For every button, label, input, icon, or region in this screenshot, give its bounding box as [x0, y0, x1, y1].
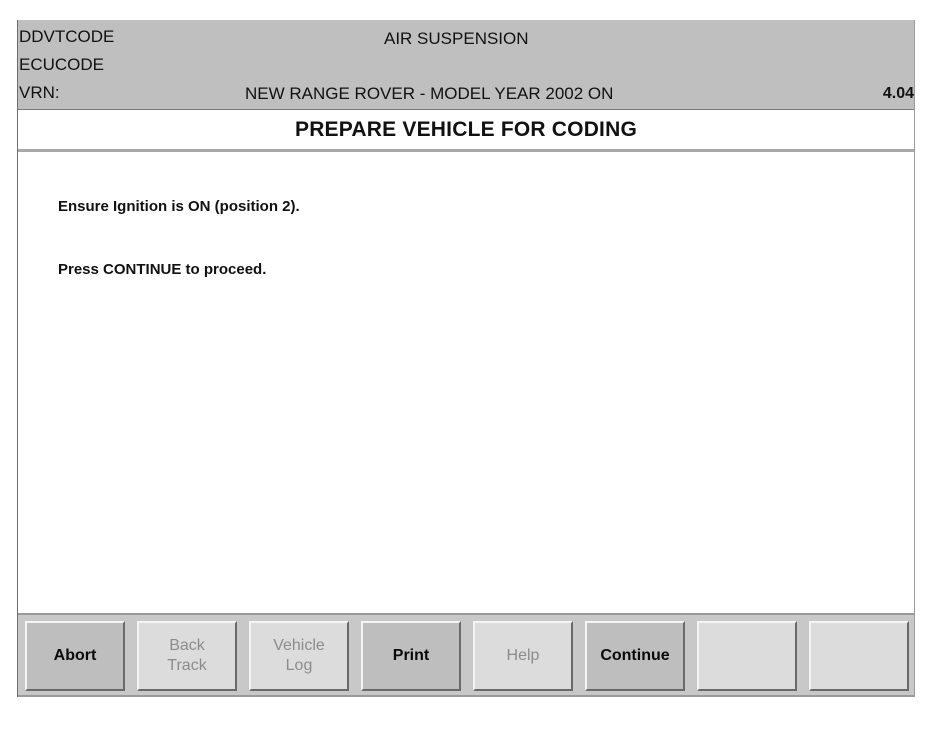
blank-button-7[interactable] — [697, 621, 797, 691]
instruction-continue: Press CONTINUE to proceed. — [58, 261, 267, 278]
vehicle-model: NEW RANGE ROVER - MODEL YEAR 2002 ON — [245, 84, 614, 103]
title-bar — [18, 110, 914, 152]
vehicle-log-button[interactable]: Vehicle Log — [249, 621, 349, 691]
instruction-panel — [18, 155, 914, 613]
system-name: AIR SUSPENSION — [384, 29, 529, 48]
print-button[interactable]: Print — [361, 621, 461, 691]
back-track-button[interactable]: Back Track — [137, 621, 237, 691]
ecucode-label: ECUCODE — [19, 55, 105, 74]
ddvtcode-label: DDVTCODE — [19, 27, 115, 46]
help-button[interactable]: Help — [473, 621, 573, 691]
function-button-bar — [18, 613, 914, 697]
instruction-ignition: Ensure Ignition is ON (position 2). — [58, 198, 300, 215]
vrn-label: VRN: — [19, 83, 60, 102]
software-version: 4.04 — [882, 85, 914, 102]
blank-button-8[interactable] — [809, 621, 909, 691]
abort-button[interactable]: Abort — [25, 621, 125, 691]
header-panel — [18, 20, 914, 110]
page-title: PREPARE VEHICLE FOR CODING — [294, 118, 637, 141]
continue-button[interactable]: Continue — [585, 621, 685, 691]
diagnostic-screen — [17, 20, 915, 697]
